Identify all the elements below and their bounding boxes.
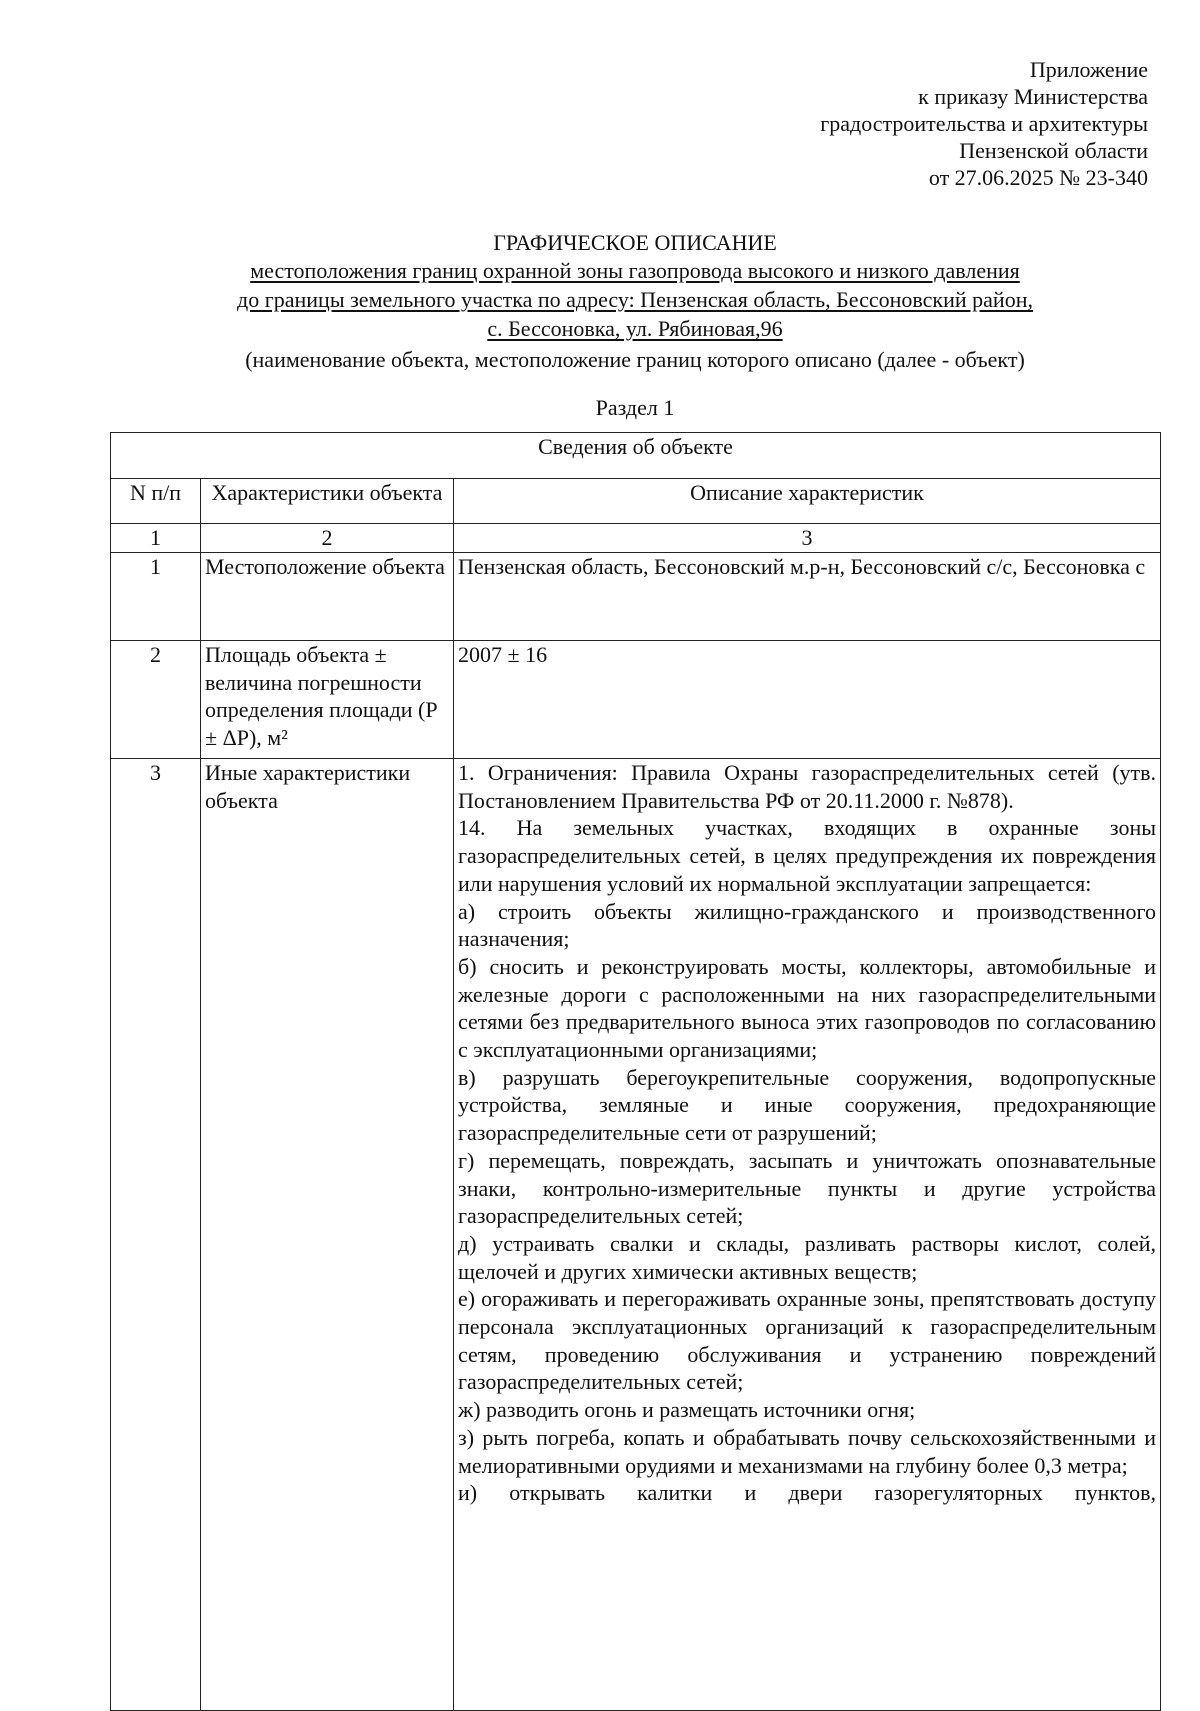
restriction-paragraph: 14. На земельных участках, входящих в охранные зоны газораспределительных сетей, в целях предупреждения их повреждения или нарушения условий их нормальной эксплуатации запрещается: <box>458 815 1157 896</box>
object-info-table <box>110 432 1161 1711</box>
appendix-header <box>820 56 1148 191</box>
row-characteristic: Иные характеристики объекта <box>201 759 454 1711</box>
row-number: 2 <box>111 641 201 759</box>
restriction-paragraph: з) рыть погреба, копать и обрабатывать почву сельскохозяйственными и мелиоративными орудиями и механизмами на глубину более 0,3 метра; <box>458 1424 1157 1478</box>
appendix-line-1: Приложение <box>1029 57 1148 82</box>
header-description: Описание характеристик <box>454 479 1161 524</box>
section-title: Раздел 1 <box>595 395 675 420</box>
table-row <box>111 553 1161 641</box>
header-characteristic: Характеристики объекта <box>201 479 454 524</box>
restriction-paragraph: а) строить объекты жилищно-гражданского и производственного назначения; <box>458 898 1157 952</box>
row-characteristic: Местоположение объекта <box>201 553 454 641</box>
table-caption: Сведения об объекте <box>111 433 1161 479</box>
document-title-block <box>110 229 1160 377</box>
row-number: 3 <box>111 759 201 1711</box>
row-characteristic: Площадь объекта ± величина погрешности определения площади (Р ± ΔР), м² <box>201 641 454 759</box>
row-number: 1 <box>111 553 201 641</box>
object-name-line-1: местоположения границ охранной зоны газопровода высокого и низкого давления <box>250 258 1020 283</box>
restriction-paragraph: е) огораживать и перегораживать охранные зоны, препятствовать доступу персонала эксплуатационных организаций к газораспределительным сетям, проведению обслуживания и устранению повреждений газораспределительных сетей; <box>458 1286 1157 1395</box>
table-row <box>111 641 1161 759</box>
row-description: 2007 ± 16 <box>454 641 1161 759</box>
header-number: N п/п <box>111 479 201 524</box>
object-name-line-3: с. Бессоновка, ул. Рябиновая,96 <box>487 316 783 341</box>
appendix-line-3: градостроительства и архитектуры <box>820 111 1148 136</box>
column-number-1: 1 <box>111 524 201 553</box>
row-description: Пензенская область, Бессоновский м.р-н, Бессоновский с/с, Бессоновка с <box>454 553 1161 641</box>
restriction-paragraph: 1. Ограничения: Правила Охраны газораспределительных сетей (утв. Постановлением Правительства РФ от 20.11.2000 г. №878). <box>458 760 1157 813</box>
restriction-paragraph: и) открывать калитки и двери газорегуляторных пунктов, <box>458 1480 1157 1506</box>
table-row <box>111 759 1161 1711</box>
appendix-line-5: от 27.06.2025 № 23-340 <box>928 165 1148 190</box>
restriction-paragraph: г) перемещать, повреждать, засыпать и уничтожать опознавательные знаки, контрольно-измерительные пункты и другие устройства газораспределительных сетей; <box>458 1147 1157 1229</box>
restriction-paragraph: б) сносить и реконструировать мосты, коллекторы, автомобильные и железные дороги с расположенными на них газораспределительными сетями без предварительного выноса этих газопроводов по согласованию с эксплуатационными организациями; <box>458 953 1157 1063</box>
restriction-paragraph: д) устраивать свалки и склады, разливать растворы кислот, солей, щелочей и других химически активных веществ; <box>458 1230 1157 1284</box>
column-number-2: 2 <box>201 524 454 553</box>
object-name-caption: (наименование объекта, местоположение границ которого описано (далее - объект) <box>245 347 1025 372</box>
appendix-line-2: к приказу Министерства <box>918 84 1148 109</box>
document-heading: ГРАФИЧЕСКОЕ ОПИСАНИЕ <box>493 230 777 255</box>
restriction-paragraph: ж) разводить огонь и размещать источники огня; <box>458 1397 916 1423</box>
restriction-paragraph: в) разрушать берегоукрепительные сооружения, водопропускные устройства, земляные и иные сооружения, предохраняющие газораспределительные сети от разрушений; <box>458 1064 1157 1146</box>
row-description <box>454 759 1161 1711</box>
object-name-line-2: до границы земельного участка по адресу: Пензенская область, Бессоновский район, <box>237 287 1033 312</box>
appendix-line-4: Пензенской области <box>959 138 1148 163</box>
column-number-3: 3 <box>454 524 1161 553</box>
